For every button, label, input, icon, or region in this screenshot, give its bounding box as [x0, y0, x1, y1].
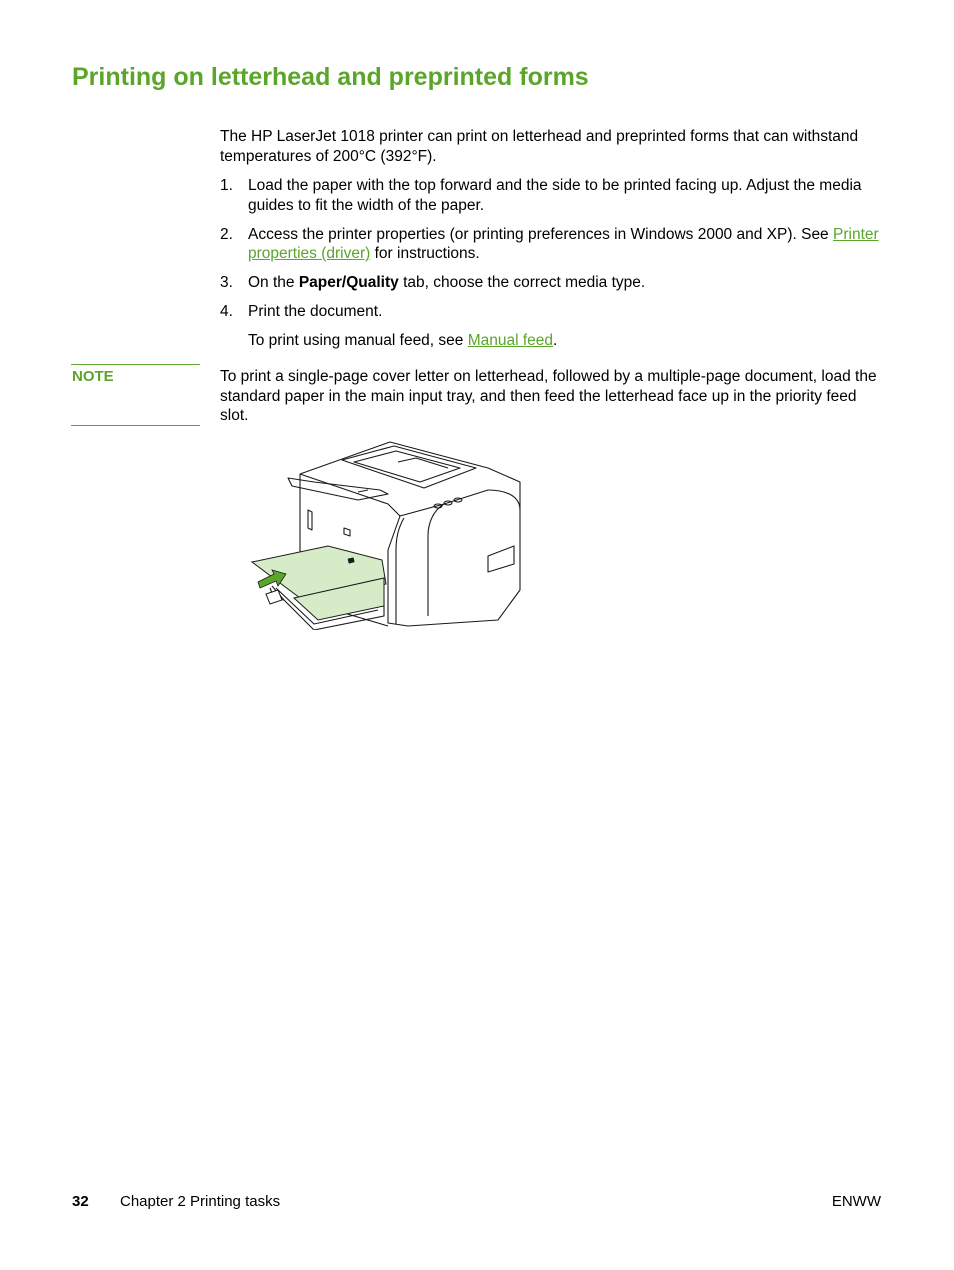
- footer-code: ENWW: [831, 1193, 881, 1210]
- note-text: To print a single-page cover letter on letterhead, followed by a multiple-page document, load the standard paper in the main input tray, and then feed the letterhead face up in the priority feed slot.: [220, 368, 877, 424]
- step-text: for instructions.: [370, 245, 480, 262]
- manual-feed-reference: [220, 331, 880, 351]
- note-bottom-rule: [71, 425, 200, 426]
- manual-feed-link[interactable]: Manual feed: [467, 332, 554, 349]
- step-number: 2.: [220, 225, 233, 243]
- printer-priority-feed-illustration: [248, 438, 530, 630]
- printer-properties-link[interactable]: Printer properties (driver): [248, 225, 879, 262]
- sub-text: .: [553, 332, 558, 349]
- list-item: [220, 302, 880, 322]
- step-number: 3.: [220, 274, 233, 291]
- list-item: [220, 176, 880, 215]
- list-item: [220, 225, 880, 264]
- page-title: Printing on letterhead and preprinted forms: [72, 63, 589, 91]
- step-text: On the: [248, 274, 299, 291]
- step-text: tab, choose the correct media type.: [398, 274, 646, 291]
- tab-name: Paper/Quality: [298, 274, 399, 291]
- step-number: 4.: [220, 303, 233, 320]
- step-text: Load the paper with the top forward and the side to be printed facing up. Adjust the media guides to fit the width of the paper.: [248, 177, 862, 214]
- sub-text: To print using manual feed, see: [248, 332, 468, 349]
- note-top-rule: [71, 364, 200, 365]
- step-text: Access the printer properties (or printing preferences in Windows 2000 and XP). See: [248, 225, 833, 243]
- intro-paragraph: The HP LaserJet 1018 printer can print on letterhead and preprinted forms that can withstand temperatures of 200°C (392°F).: [220, 128, 859, 165]
- steps-list: [220, 176, 880, 351]
- list-item: [220, 273, 880, 293]
- note-label: NOTE: [72, 368, 114, 385]
- chapter-label: Chapter 2 Printing tasks: [120, 1193, 281, 1210]
- step-number: 1.: [220, 177, 233, 194]
- page-number: 32: [72, 1193, 89, 1210]
- step-text: Print the document.: [248, 303, 383, 320]
